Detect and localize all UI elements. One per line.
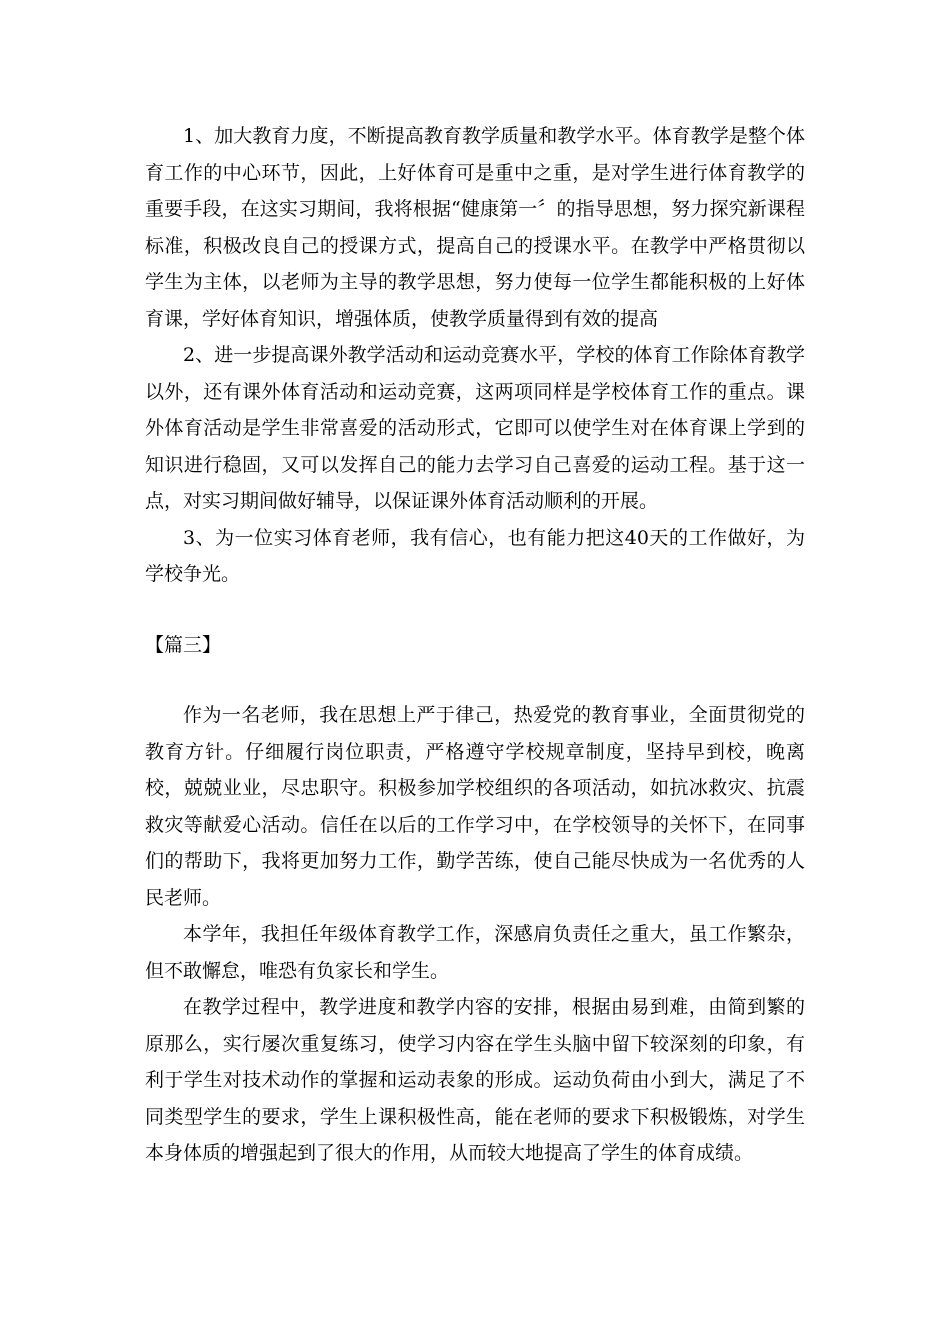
section-title: 【篇三】 — [145, 633, 222, 656]
paragraph-3: 3、为一位实习体育老师，我有信心，也有能力把这40天的工作做好，为学校争光。 — [145, 526, 805, 585]
document-body — [145, 118, 805, 1172]
paragraph-6: 在教学过程中，教学进度和教学内容的安排，根据由易到难，由简到繁的原那么，实行屡次重复练习，使学习内容在学生头脑中留下较深刻的印象，有利于学生对技术动作的掌握和运动表象的形成。运动负荷由小到大，满足了不同类型学生的要求，学生上课积极性高，能在老师的要求下积极锻炼，对学生本身体质的增强起到了很大的作用，从而较大地提高了学生的体育成绩。 — [145, 996, 805, 1164]
paragraph-1: 1、加大教育力度，不断提高教育教学质量和教学水平。体育教学是整个体育工作的中心环节，因此，上好体育可是重中之重，是对学生进行体育教学的重要手段，在这实习期间，我将根据“健康第一〞的指导思想，努力探究新课程标准，积极改良自己的授课方式，提高自己的授课水平。在教学中严格贯彻以学生为主体，以老师为主导的教学思想，努力使每一位学生都能积极的上好体育课，学好体育知识，增强体质，使教学质量得到有效的提高 — [145, 125, 805, 330]
paragraph-4: 作为一名老师，我在思想上严于律己，热爱党的教育事业，全面贯彻党的教育方针。仔细履行岗位职责，严格遵守学校规章制度，坚持早到校，晚离校，兢兢业业，尽忠职守。积极参加学校组织的各项活动，如抗冰救灾、抗震救灾等献爱心活动。信任在以后的工作学习中，在学校领导的关怀下，在同事们的帮助下，我将更加努力工作，勤学苦练，使自己能尽快成为一名优秀的人民老师。 — [145, 704, 805, 909]
paragraph-2: 2、进一步提高课外教学活动和运动竞赛水平，学校的体育工作除体育教学以外，还有课外体育活动和运动竞赛，这两项同样是学校体育工作的重点。课外体育活动是学生非常喜爱的活动形式，它即可以使学生对在体育课上学到的知识进行稳固，又可以发挥自己的能力去学习自己喜爱的运动工程。基于这一点，对实习期间做好辅导，以保证课外体育活动顺利的开展。 — [145, 344, 805, 512]
paragraph-5: 本学年，我担任年级体育教学工作，深感肩负责任之重大，虽工作繁杂，但不敢懈怠，唯恐有负家长和学生。 — [145, 923, 805, 982]
